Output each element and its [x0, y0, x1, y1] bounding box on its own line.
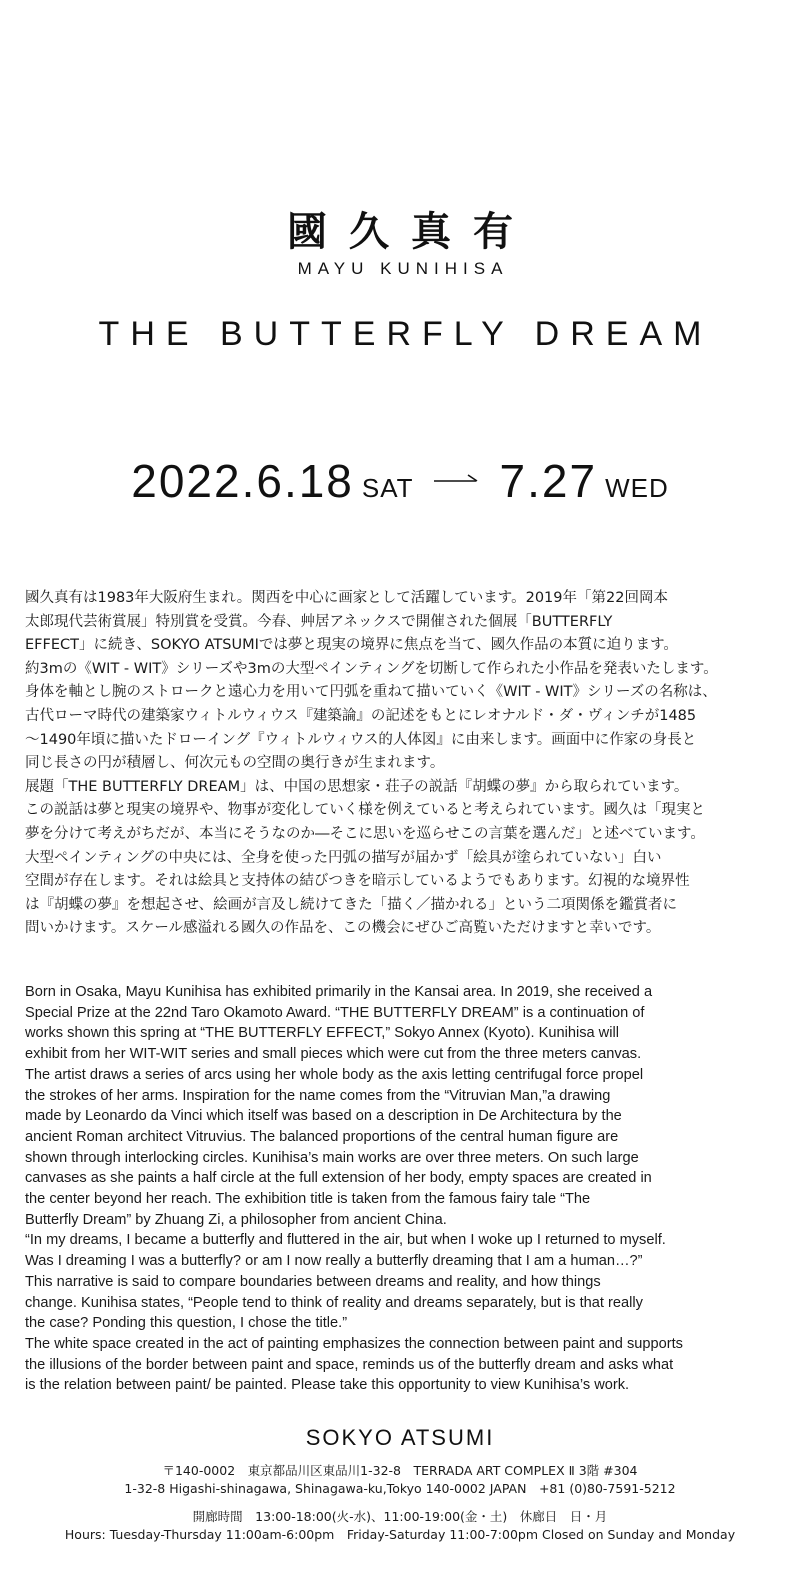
gallery-name: SOKYO ATSUMI [305, 1425, 495, 1450]
en-line: works shown this spring at “THE BUTTERFLY EFFECT,” Sokyo Annex (Kyoto). Kunihisa will [25, 1025, 619, 1042]
en-line: The white space created in the act of painting emphasizes the connection between paint and supports [25, 1335, 683, 1352]
en-line: This narrative is said to compare boundaries between dreams and reality, and how things [25, 1273, 601, 1290]
jp-line: 太郎現代芸術賞展」特別賞を受賞。今春、艸居アネックスで開催された個展「BUTTERFLY [25, 613, 613, 630]
start-day: SAT [361, 473, 414, 503]
jp-line: 夢を分けて考えがちだが、本当にそうなのか―そこに思いを巡らせこの言葉を選んだ」と述べています。 [25, 825, 705, 842]
arrow-right-icon [434, 473, 478, 483]
jp-line: 身体を軸とし腕のストロークと遠心力を用いて円弧を重ねて描いていく《WIT - WIT》シリーズの名称は、 [25, 684, 717, 701]
en-line: canvases as she paints a half circle at the full extension of her body, empty spaces are created in [25, 1170, 652, 1187]
en-line: Special Prize at the 22nd Taro Okamoto Award. “THE BUTTERFLY DREAM” is a continuation of [25, 1004, 645, 1021]
en-line: Born in Osaka, Mayu Kunihisa has exhibited primarily in the Kansai area. In 2019, she received a [25, 984, 653, 1000]
en-line: the illusions of the border between paint and space, reminds us of the butterfly dream and asks what [25, 1356, 674, 1373]
exhibition-title: THE BUTTERFLY DREAM [98, 315, 713, 353]
jp-line: 同じ長さの円が積層し、何次元もの空間の奥行きが生まれます。 [25, 755, 445, 772]
start-date: 2022.6.18 [131, 455, 354, 507]
jp-line: 約3mの《WIT - WIT》シリーズや3mの大型ペインティングを切断して作られた小作品を発表いたします。 [25, 660, 718, 677]
jp-line: 國久真有は1983年大阪府生まれ。関西を中心に画家として活躍しています。2019年「第22回岡本 [25, 590, 668, 606]
en-line: The artist draws a series of arcs using her whole body as the axis letting centrifugal force propel [25, 1066, 644, 1083]
end-date: 7.27 [499, 455, 598, 507]
address-japanese: 〒140-0002 東京都品川区東品川1-32-8 TERRADA ART COMPLEX Ⅱ 3階 #304 [162, 1463, 638, 1478]
jp-line: 大型ペインティングの中央には、全身を使った円弧の描写が届かず「絵具が塗られていない」白い [25, 849, 662, 866]
opening-hours [0, 1508, 800, 1544]
jp-line: 古代ローマ時代の建築家ウィトルウィウス『建築論』の記述をもとにレオナルド・ダ・ヴィンチが1485 [25, 707, 697, 724]
en-line: Butterfly Dream” by Zhuang Zi, a philosopher from ancient China. [25, 1211, 447, 1228]
en-line: exhibit from her WIT-WIT series and small pieces which were cut from the three meters canvas. [25, 1046, 642, 1063]
en-line: the case? Ponding this question, I chose the title.” [25, 1315, 348, 1332]
end-day: WED [605, 473, 669, 503]
jp-line: は『胡蝶の夢』を想起させ、絵画が言及し続けてきた「描く／描かれる」という二項関係を鑑賞者に [25, 896, 678, 913]
en-line: “In my dreams, I became a butterfly and fluttered in the air, but when I woke up I returned to myself. [25, 1232, 666, 1249]
en-line: the strokes of her arms. Inspiration for the name comes from the “Vitruvian Man,”a drawing [25, 1087, 611, 1104]
jp-line: この説話は夢と現実の境界や、物事が変化していく様を例えていると考えられています。國久は「現実と [25, 802, 706, 819]
en-line: shown through interlocking circles. Kunihisa’s main works are over three meters. On such large [25, 1149, 639, 1166]
en-line: change. Kunihisa states, “People tend to think of reality and dreams separately, but is that really [25, 1294, 643, 1311]
address-english: 1-32-8 Higashi-shinagawa, Shinagawa-ku,Tokyo 140-0002 JAPAN +81 (0)80-7591-5212 [124, 1481, 676, 1496]
en-line: is the relation between paint/ be painted. Please take this opportunity to view Kunihisa’s work. [25, 1377, 630, 1394]
en-line: made by Leonardo da Vinci which itself was based on a description in De Architectura by the [25, 1108, 622, 1125]
artist-name-japanese: 國久真有 [287, 209, 535, 255]
hours-english: Hours: Tuesday-Thursday 11:00am-6:00pm Friday-Saturday 11:00-7:00pm Closed on Sunday and Monday [64, 1527, 736, 1542]
jp-line: 展題「THE BUTTERFLY DREAM」は、中国の思想家・荘子の説話『胡蝶の夢』から取られています。 [25, 778, 689, 795]
jp-line: 問いかけます。スケール感溢れる國久の作品を、この機会にぜひご高覧いただけますと幸いです。 [25, 920, 661, 937]
en-line: the center beyond her reach. The exhibition title is taken from the famous fairy tale “The [25, 1191, 591, 1208]
hours-japanese: 開廊時間 13:00-18:00(火-水)、11:00-19:00(金・土) 休廊日 日・月 [192, 1509, 608, 1524]
jp-line: 空間が存在します。それは絵具と支持体の結びつきを暗示しているようでもあります。幻視的な境界性 [25, 873, 690, 890]
artist-name-english: MAYU KUNIHISA [297, 259, 509, 278]
description-japanese [25, 587, 775, 941]
description-english [25, 982, 775, 1396]
jp-line: ～1490年頃に描いたドローイング『ウィトルウィウス的人体図』に由来します。画面中に作家の身長と [25, 731, 697, 748]
exhibition-dates [0, 454, 800, 508]
en-line: Was I dreaming I was a butterfly? or am I now really a butterfly dreaming that I am a human…?” [25, 1253, 643, 1270]
gallery-address [0, 1462, 800, 1498]
en-line: ancient Roman architect Vitruvius. The balanced proportions of the central human figure are [25, 1128, 619, 1145]
jp-line: EFFECT」に続き、SOKYO ATSUMIでは夢と現実の境界に焦点を当て、國久作品の本質に迫ります。 [25, 637, 678, 654]
